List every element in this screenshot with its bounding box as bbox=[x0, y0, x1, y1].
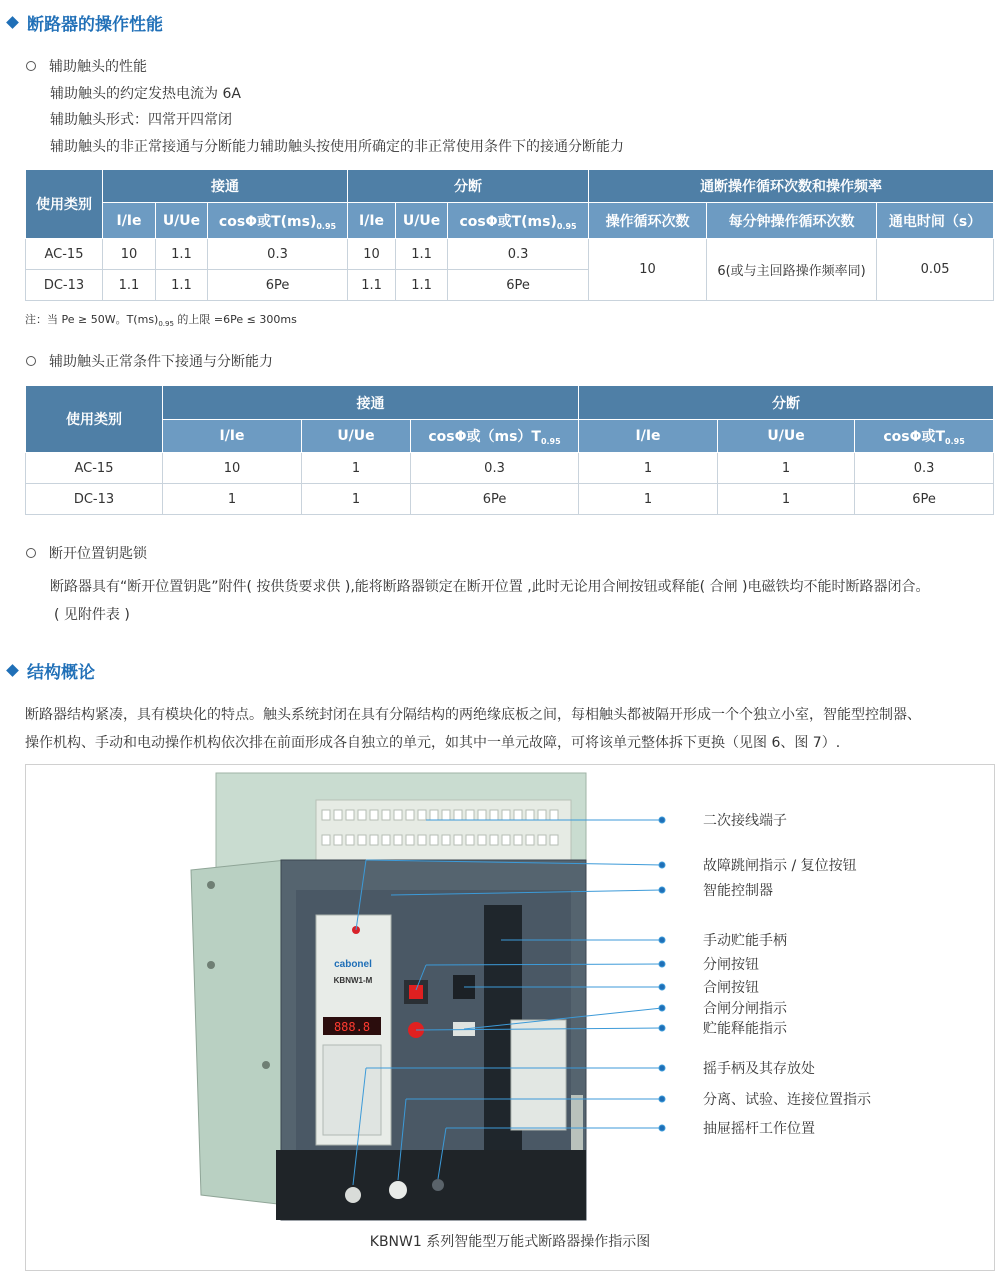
callout-charge-indicator: 贮能释能指示 bbox=[703, 1021, 787, 1037]
cell-category: DC-13 bbox=[26, 484, 163, 515]
cell-uue-break: 1 bbox=[718, 484, 855, 515]
cell-uue: 1.1 bbox=[156, 239, 208, 270]
cell-ie: 1 bbox=[163, 484, 302, 515]
header-break: 分断 bbox=[579, 386, 994, 420]
cell-uue-break: 1 bbox=[718, 453, 855, 484]
bullet-label: 辅助触头正常条件下接通与分断能力 bbox=[49, 354, 273, 370]
crank-handle-storage-icon bbox=[345, 1187, 361, 1203]
contact-form-text: 辅助触头形式：四常开四常闭 bbox=[50, 112, 232, 128]
header-break: 分断 bbox=[348, 170, 589, 203]
cell-cos-break: 6Pe bbox=[448, 270, 589, 301]
header-cycles: 通断操作循环次数和操作频率 bbox=[589, 170, 994, 203]
section-title-operating bbox=[6, 10, 163, 35]
callout-open-button: 分闸按钮 bbox=[703, 957, 759, 973]
header-category: 使用类别 bbox=[26, 170, 103, 239]
breaker-illustration bbox=[26, 765, 994, 1270]
subheader-cos-break: cosΦ或$T(ms)_{0.95}$ bbox=[448, 203, 589, 239]
crank-working-position-icon bbox=[432, 1179, 444, 1191]
subheader-ie-break: I/Ie bbox=[579, 420, 718, 453]
position-indicator-icon bbox=[389, 1181, 407, 1199]
cell-per-min: 6(或与主回路操作频率同) bbox=[707, 239, 877, 301]
cell-ie-break: 1.1 bbox=[348, 270, 396, 301]
cell-ie-break: 1 bbox=[579, 484, 718, 515]
cell-ie: 1.1 bbox=[103, 270, 156, 301]
cell-cos: 6Pe bbox=[411, 484, 579, 515]
rated-current-text: 辅助触头的约定发热电流为 6A bbox=[50, 86, 241, 102]
cell-on-time: 0.05 bbox=[877, 239, 994, 301]
cell-ie-break: 1 bbox=[579, 453, 718, 484]
left-side-plate bbox=[191, 860, 286, 1205]
bullet-aux-performance bbox=[26, 56, 147, 76]
callout-secondary-terminal: 二次接线端子 bbox=[703, 813, 787, 829]
callout-manual-charge-handle: 手动贮能手柄 bbox=[703, 933, 787, 949]
bullet-normal-capacity bbox=[26, 351, 273, 371]
cell-cos-break: 6Pe bbox=[855, 484, 994, 515]
callout-fault-trip-reset: 故障跳闸指示 / 复位按钮 bbox=[703, 858, 857, 874]
section-title-text: 结构概论 bbox=[27, 663, 95, 683]
cell-uue: 1 bbox=[302, 453, 411, 484]
aux-normal-table bbox=[25, 385, 994, 515]
callout-close-button: 合闸按钮 bbox=[703, 980, 759, 996]
subheader-cos: cosΦ或$T(ms)_{0.95}$ bbox=[208, 203, 348, 239]
controller-display-digits: 888.8 bbox=[333, 1020, 371, 1034]
abnormal-capacity-text: 辅助触头的非正常接通与分断能力辅助触头按使用所确定的非正常使用条件下的接通分断能力 bbox=[50, 139, 624, 155]
controller-model-text: KBNW1-M bbox=[333, 976, 373, 985]
table-note: 注：当 Pe ≥ 50W。$T(ms)_{0.95}$ 的上限 =6Pe ≤ 300ms bbox=[25, 313, 297, 329]
cell-ie-break: 10 bbox=[348, 239, 396, 270]
subheader-on-time: 通电时间（s） bbox=[877, 203, 994, 239]
key-lock-ref: ( 见附件表 ) bbox=[54, 607, 130, 623]
cell-cos: 0.3 bbox=[411, 453, 579, 484]
callout-crank-handle-storage: 摇手柄及其存放处 bbox=[703, 1061, 815, 1077]
cell-cos-break: 0.3 bbox=[448, 239, 589, 270]
cell-category: AC-15 bbox=[26, 239, 103, 270]
circle-bullet-icon bbox=[26, 61, 36, 71]
header-make: 接通 bbox=[103, 170, 348, 203]
subheader-ie: I/Ie bbox=[163, 420, 302, 453]
callout-crank-working-position: 抽屉摇杆工作位置 bbox=[703, 1121, 815, 1137]
diamond-bullet-icon bbox=[6, 16, 19, 29]
table-row bbox=[26, 453, 994, 484]
subheader-uue-break: U/Ue bbox=[396, 203, 448, 239]
bullet-label: 断开位置钥匙锁 bbox=[49, 546, 147, 562]
controller-keypad bbox=[323, 1045, 381, 1135]
circle-bullet-icon bbox=[26, 548, 36, 558]
cell-uue-break: 1.1 bbox=[396, 270, 448, 301]
subheader-ie: I/Ie bbox=[103, 203, 156, 239]
subheader-per-min: 每分钟操作循环次数 bbox=[707, 203, 877, 239]
cell-category: AC-15 bbox=[26, 453, 163, 484]
circle-bullet-icon bbox=[26, 356, 36, 366]
section-title-text: 断路器的操作性能 bbox=[27, 15, 163, 35]
table-row bbox=[26, 239, 994, 270]
cell-uue: 1.1 bbox=[156, 270, 208, 301]
bottom-base bbox=[276, 1150, 586, 1220]
bullet-label: 辅助触头的性能 bbox=[49, 59, 147, 75]
cell-cos: 6Pe bbox=[208, 270, 348, 301]
bullet-key-lock bbox=[26, 543, 147, 563]
structure-paragraph-line1: 断路器结构紧凑，具有模块化的特点。触头系统封闭在具有分隔结构的两绝缘底板之间，每相触头都被隔开形成一个个独立小室，智能型控制器、 bbox=[25, 707, 921, 723]
key-lock-text: 断路器具有“断开位置钥匙”附件( 按供货要求供 ),能将断路器锁定在断开位置 ,此时无论用合闸按钮或释能( 合闸 )电磁铁均不能时断路器闭合。 bbox=[50, 579, 930, 595]
figure-caption: KBNW1 系列智能型万能式断路器操作指示图 bbox=[369, 1234, 651, 1250]
cell-cos: 0.3 bbox=[208, 239, 348, 270]
structure-paragraph-line2: 操作机构、手动和电动操作机构依次排在前面形成各自独立的单元，如其中一单元故障，可将该单元整体拆下更换（见图 6、图 7）. bbox=[25, 735, 841, 751]
table-row bbox=[26, 484, 994, 515]
subheader-cos: cosΦ或$(ms)T_{0.95}$ bbox=[411, 420, 579, 453]
cell-category: DC-13 bbox=[26, 270, 103, 301]
cell-uue-break: 1.1 bbox=[396, 239, 448, 270]
subheader-cycles: 操作循环次数 bbox=[589, 203, 707, 239]
subheader-ie-break: I/Ie bbox=[348, 203, 396, 239]
section-title-structure bbox=[6, 658, 95, 683]
callout-intelligent-controller: 智能控制器 bbox=[703, 883, 773, 899]
callout-position-indicator: 分离、试验、连接位置指示 bbox=[703, 1092, 871, 1108]
aux-abnormal-table bbox=[25, 169, 994, 301]
header-make: 接通 bbox=[163, 386, 579, 420]
nameplate bbox=[511, 1020, 566, 1130]
cell-uue: 1 bbox=[302, 484, 411, 515]
open-button-icon bbox=[409, 985, 423, 999]
subheader-uue: U/Ue bbox=[302, 420, 411, 453]
header-category: 使用类别 bbox=[26, 386, 163, 453]
cell-cycles: 10 bbox=[589, 239, 707, 301]
subheader-uue-break: U/Ue bbox=[718, 420, 855, 453]
cell-cos-break: 0.3 bbox=[855, 453, 994, 484]
breaker-figure bbox=[25, 764, 995, 1271]
diamond-bullet-icon bbox=[6, 664, 19, 677]
controller-brand-text: cabonel bbox=[334, 959, 372, 970]
cell-ie: 10 bbox=[103, 239, 156, 270]
callout-on-off-indicator: 合闸分闸指示 bbox=[703, 1001, 787, 1017]
secondary-terminal-block bbox=[316, 800, 571, 860]
cell-ie: 10 bbox=[163, 453, 302, 484]
subheader-uue: U/Ue bbox=[156, 203, 208, 239]
subheader-cos-break: cosΦ或$T_{0.95}$ bbox=[855, 420, 994, 453]
